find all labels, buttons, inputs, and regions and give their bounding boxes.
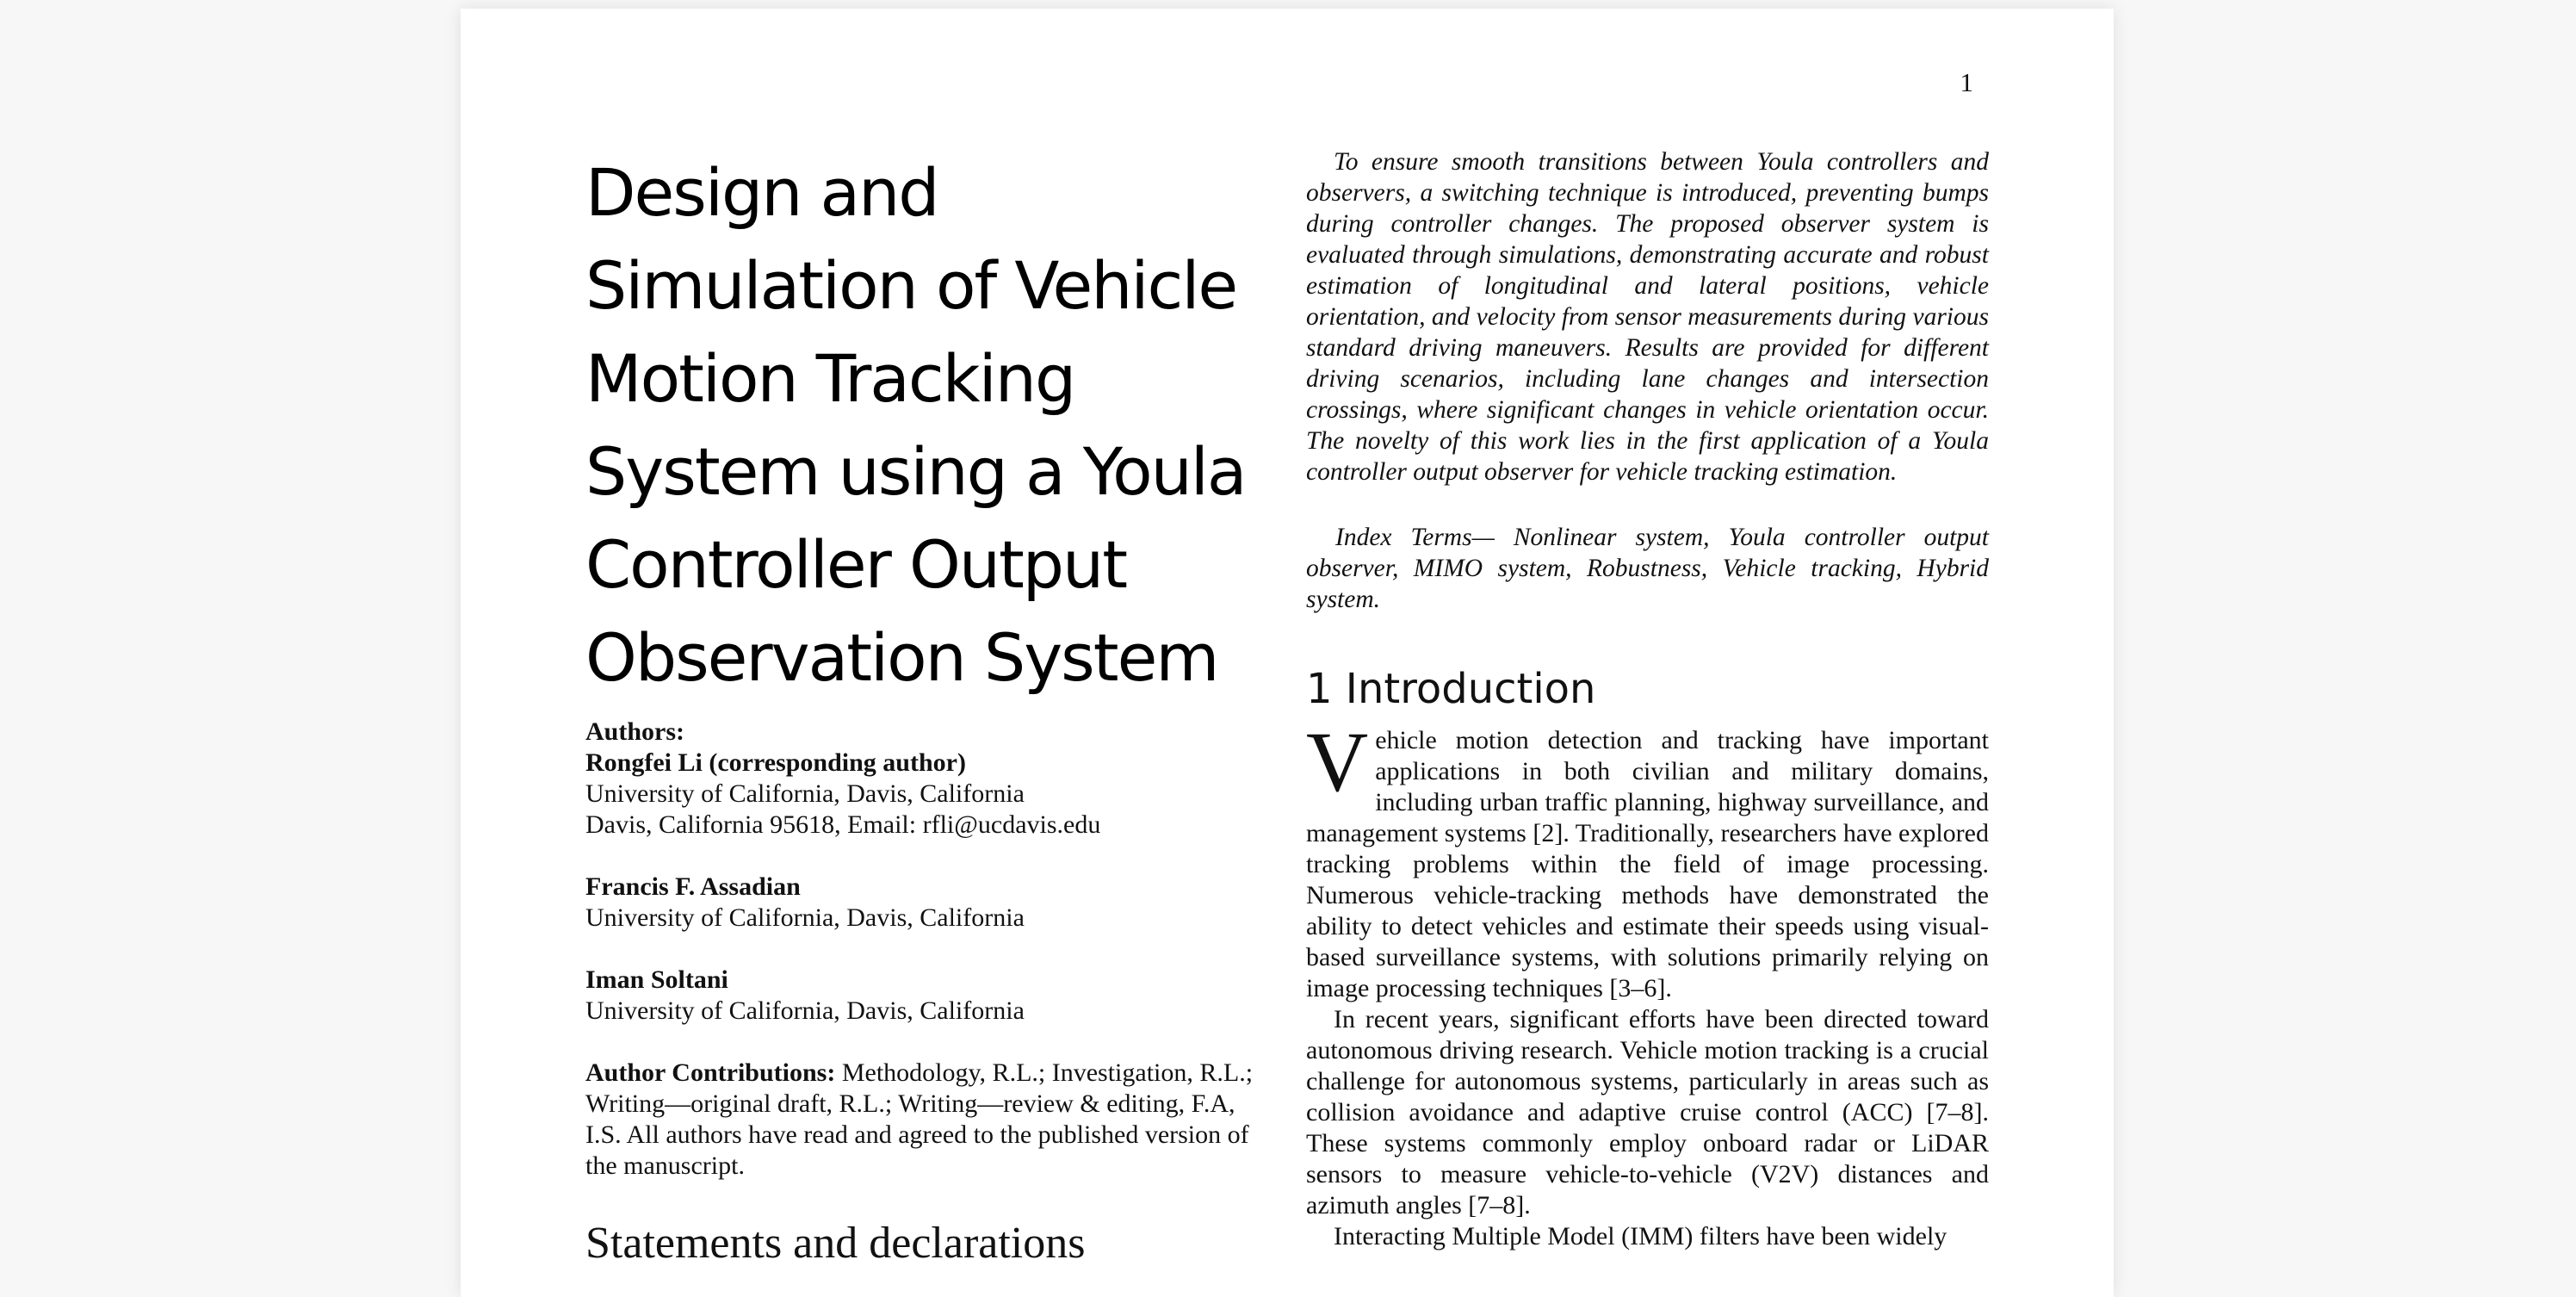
author-entry <box>585 872 1266 934</box>
author-affiliation: University of California, Davis, California <box>585 996 1025 1025</box>
page-number: 1 <box>1960 67 1973 97</box>
index-terms: Index Terms— Nonlinear system, Youla controller output observer, MIMO system, Robustness, Vehicle tracking, Hybrid system. <box>1306 524 1989 613</box>
contributions-text: Methodology, R.L.; Investigation, R.L.; Writing—original draft, R.L.; Writing—review & editing, F.A, I.S. All authors have read and agreed to the published version of the manuscript. <box>585 1058 1254 1180</box>
author-name: Rongfei Li (corresponding author) <box>585 748 966 777</box>
right-column <box>1306 146 1989 1252</box>
author-name: Francis F. Assadian <box>585 872 801 901</box>
intro-paragraph-1-text: ehicle motion detection and tracking have important applications in both civilian and military domains, including urban traffic planning, highway surveillance, and management systems [2]. Traditionally, researchers have explored tracking problems within the field of image processing. Numerous vehicle-tracking methods have demonstrated the ability to detect vehicles and estimate their speeds using visual-based surveillance systems, with solutions primarily relying on image processing techniques [3–6]. <box>1306 726 1989 1002</box>
paper-page <box>461 9 2114 1297</box>
author-name: Iman Soltani <box>585 965 728 994</box>
author-address: Davis, California 95618, Email: rfli@ucdavis.edu <box>585 810 1101 839</box>
left-column <box>585 146 1266 1271</box>
author-entry <box>585 748 1266 841</box>
intro-paragraph-3: Interacting Multiple Model (IMM) filters have been widely <box>1334 1222 1947 1250</box>
introduction-heading: 1 Introduction <box>1306 665 1596 713</box>
paper-title: Design and Simulation of Vehicle Motion Tracking System using a Youla Controller Output Observation System <box>585 154 1246 696</box>
author-entry <box>585 965 1266 1027</box>
authors-heading: Authors: <box>585 717 685 746</box>
intro-paragraph-1 <box>1306 714 1989 1004</box>
authors-block <box>585 717 1266 1027</box>
author-contributions <box>585 1058 1266 1182</box>
abstract-text: To ensure smooth transitions between Youla controllers and observers, a switching technique is introduced, preventing bumps during controller changes. The proposed observer system is evaluated through simulations, demonstrating accurate and robust estimation of longitudinal and lateral positions, vehicle orientation, and velocity from sensor measurements during various standard driving maneuvers. Results are provided for different driving scenarios, including lane changes and intersection crossings, where significant changes in vehicle orientation occur. The novelty of this work lies in the first application of a Youla controller output observer for vehicle tracking estimation. <box>1306 148 1989 486</box>
statements-heading: Statements and declarations <box>585 1219 1086 1268</box>
author-affiliation: University of California, Davis, California <box>585 779 1025 808</box>
intro-paragraph-2: In recent years, significant efforts have been directed toward autonomous driving research. Vehicle motion tracking is a crucial challenge for autonomous systems, particularly in areas such as collision avoidance and adaptive cruise control (ACC) [7–8]. These systems commonly employ onboard radar or LiDAR sensors to measure vehicle-to-vehicle (V2V) distances and azimuth angles [7–8]. <box>1306 1005 1989 1219</box>
contributions-label: Author Contributions: <box>585 1058 836 1087</box>
drop-cap: V <box>1306 714 1369 810</box>
author-affiliation: University of California, Davis, California <box>585 903 1025 932</box>
